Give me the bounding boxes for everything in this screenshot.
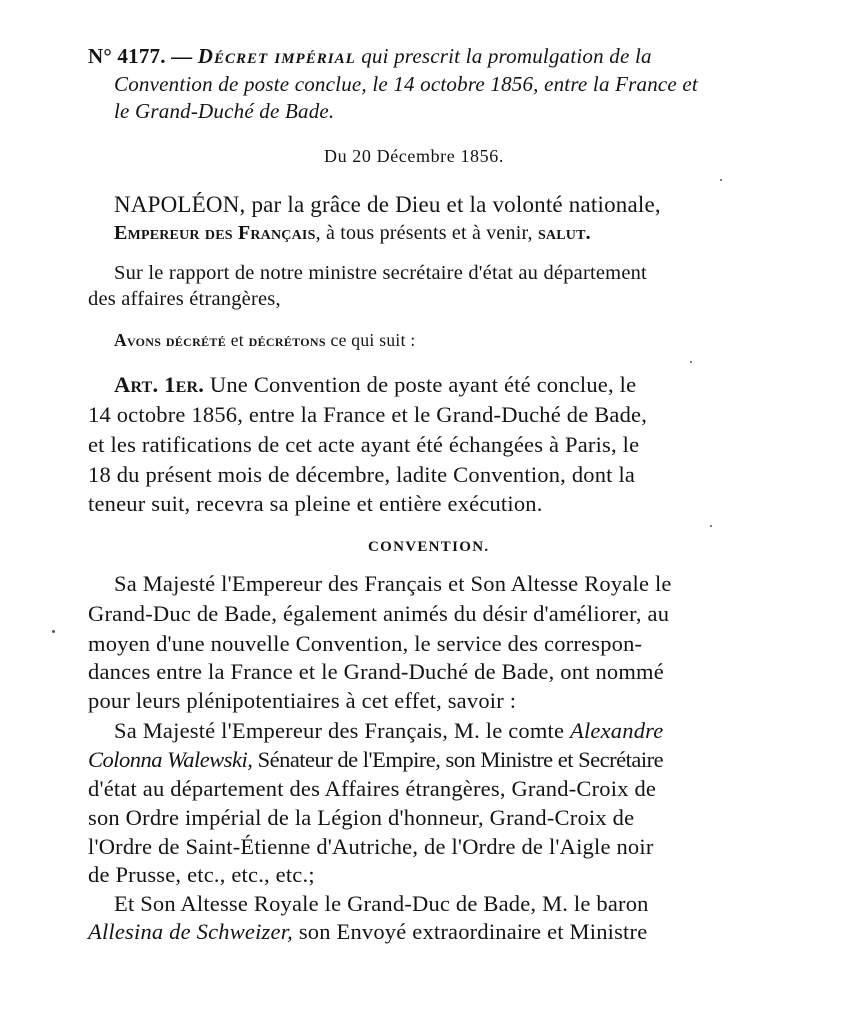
decree-header-line-2: Convention de poste conclue, le 14 octobre 1856, entre la France et	[114, 72, 698, 96]
schweizer-name: Allesina de Schweizer,	[88, 919, 293, 944]
walewski-titles: Sénateur de l'Empire, son Ministre et Secrétaire	[257, 747, 664, 772]
decretons: décrétons	[248, 330, 326, 350]
schweizer-title: son Envoyé extraordinaire et Ministre	[298, 919, 648, 944]
article1-line-1	[114, 372, 636, 398]
convention-p1-line-1: Sa Majesté l'Empereur des Français et Son Altesse Royale le	[114, 571, 672, 596]
scan-speck	[710, 525, 712, 527]
walewski-name: Colonna Walewski,	[88, 747, 253, 772]
report-line-2: des affaires étrangères,	[88, 288, 281, 310]
preamble-emperor: Empereur des Français	[114, 222, 316, 244]
convention-heading: CONVENTION.	[368, 539, 490, 555]
convention-p1-line-4: dances entre la France et le Grand-Duché de Bade, ont nommé	[88, 659, 664, 684]
decree-formula	[114, 330, 416, 351]
preamble-line-1: NAPOLÉON, par la grâce de Dieu et la volonté nationale,	[114, 192, 661, 217]
preamble-line-2	[114, 222, 591, 245]
convention-p2-line-3: d'état au département des Affaires étrangères, Grand-Croix de	[88, 776, 657, 801]
decree-et: et	[230, 330, 244, 350]
article1-line-2: 14 octobre 1856, entre la France et le Grand-Duché de Bade,	[88, 402, 648, 427]
convention-p2-line-1	[114, 718, 663, 744]
article1-line-4: 18 du présent mois de décembre, ladite Convention, dont la	[88, 462, 636, 487]
report-line-1: Sur le rapport de notre ministre secrétaire d'état au département	[114, 262, 647, 284]
convention-p1-line-2: Grand-Duc de Bade, également animés du désir d'améliorer, au	[88, 601, 670, 626]
convention-p1-line-5: pour leurs plénipotentiaires à cet effet, savoir :	[88, 688, 517, 713]
walewski-firstname: Alexandre	[570, 718, 664, 743]
scan-speck	[720, 179, 722, 181]
article1-line-3: et les ratifications de cet acte ayant été échangées à Paris, le	[88, 432, 640, 457]
convention-p3-line-1: Et Son Altesse Royale le Grand-Duc de Bade, M. le baron	[114, 891, 649, 916]
convention-p2-line-6: de Prusse, etc., etc., etc.;	[88, 862, 315, 887]
scan-speck	[690, 361, 692, 363]
convention-p2-line-4: son Ordre impérial de la Légion d'honneur, Grand-Croix de	[88, 805, 635, 830]
convention-p2-line-5: l'Ordre de Saint-Étienne d'Autriche, de l'Ordre de l'Aigle noir	[88, 834, 654, 859]
article1-text: Une Convention de poste ayant été conclue, le	[209, 372, 637, 397]
avons-decrete: Avons décrété	[114, 330, 227, 350]
decree-date: Du 20 Décembre 1856.	[324, 146, 504, 166]
decree-header-line-3: le Grand-Duché de Bade.	[114, 99, 335, 123]
decree-rest: ce qui suit :	[330, 330, 416, 350]
decree-title-rest: qui prescrit la promulgation de la	[361, 44, 652, 68]
preamble-salut: salut.	[537, 222, 591, 244]
decree-title: Décret impérial	[197, 44, 356, 68]
convention-p3-line-2	[88, 919, 647, 945]
scan-speck	[52, 630, 55, 633]
convention-p1-line-3: moyen d'une nouvelle Convention, le service des correspon-	[88, 631, 643, 656]
emperor-plenipotentiary: Sa Majesté l'Empereur des Français, M. le comte	[114, 718, 565, 743]
preamble-text: , à tous présents et à venir,	[315, 222, 533, 244]
decree-header-line-1	[88, 44, 652, 69]
convention-p2-line-2	[88, 747, 663, 773]
article1-label: Art. 1er.	[114, 372, 205, 397]
article1-line-5: teneur suit, recevra sa pleine et entière exécution.	[88, 491, 543, 516]
decree-number: N° 4177. —	[88, 44, 193, 68]
